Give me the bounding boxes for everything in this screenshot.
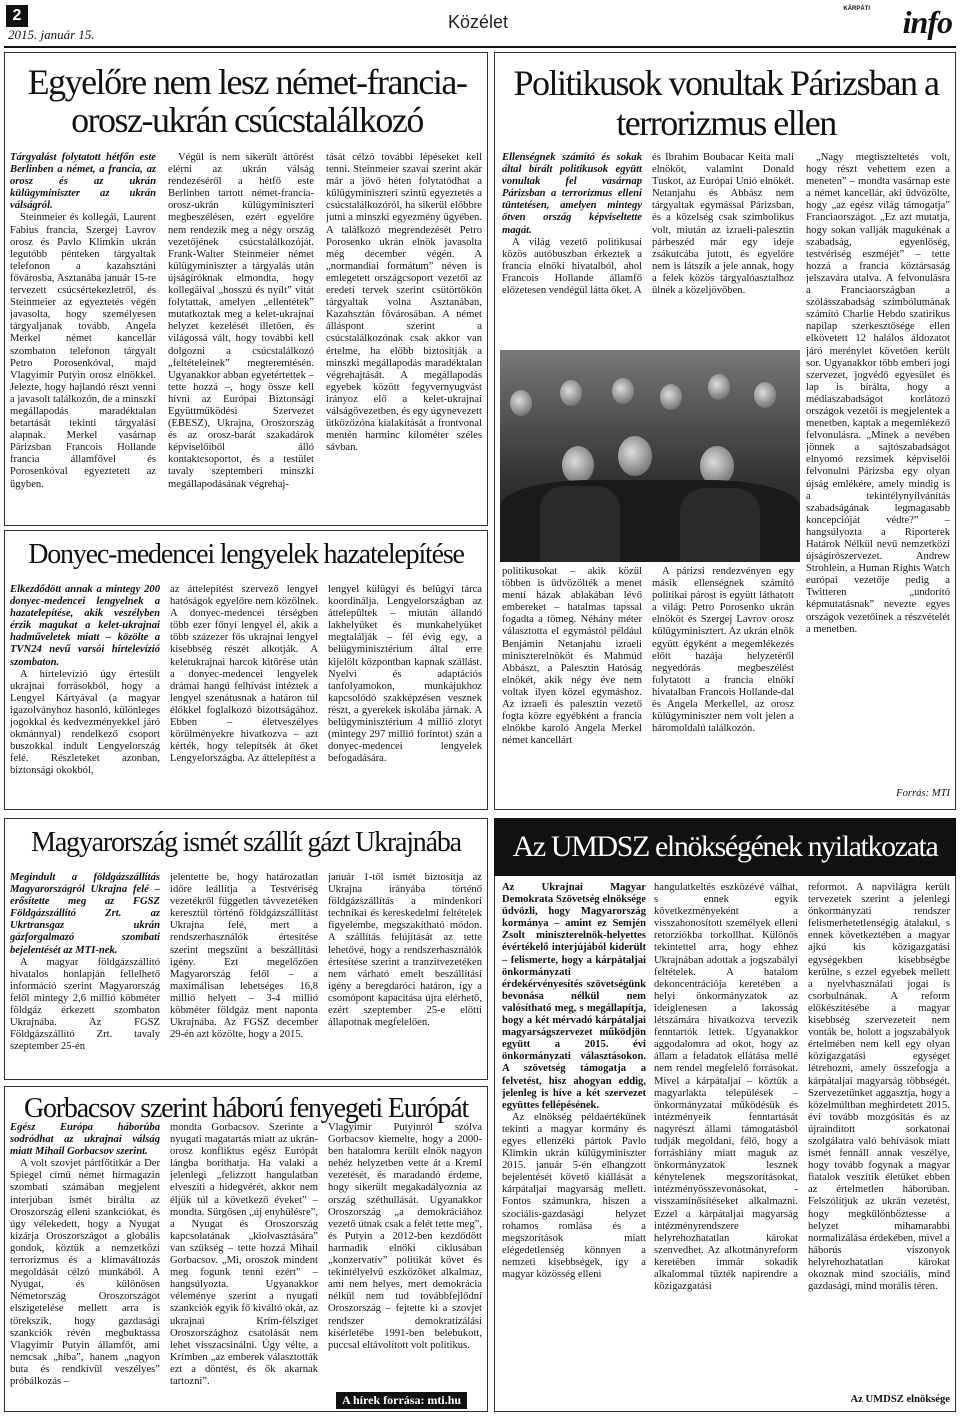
article-3-title: Donyec-medencei lengyelek hazatelepítése — [28, 539, 464, 570]
article-5-text-2: mondta Gorbacsov. Szerinte a nyugati magatartás miatt az ukrán-orosz konfliktus egész Európát lángba boríthatja. Ha valaki a jelenlegi „felizzott hangulatban elveszíti a hidegvérét, akkor nem éljük túl a következő éveket” – mondta. Sürgősen „új enyhülésre”, a Nyugat és Oroszország kapcsolatának „kiolvasztására” van szükség – tette hozzá Mihail Gorbacsov. „Mi, oroszok mindent meg fogunk tenni ezért” – hangsúlyozta. Ugyanakkor véleménye szerint a nyugati szankciók egyik fő kiváltó okát, az ukrajnai Krím-félsziget Oroszországhoz csatolását nem lehet visszacsinálni. Úgy vélte, a Krímben „az emberek választották ezt a döntést, és ők akarnak tartozni”. — [170, 1122, 318, 1387]
article-3-col3 — [328, 584, 482, 804]
article-1-text-3: tását célzó további lépéseket kell tenni. Steinmeier szavai szerint akár már a jövő héten folytatódhat a külügyminiszteri szintű egyeztetés a csúcstalálkozóról, ha sikerül előbbre jutni a minszki egyezmény ügyében. A találkozó megrendezését Petro Porosenko ukrán elnök javasolta még december végén. A „normandiai formátum” néven is emlegetett országcsoport vezetői az eredeti tervek szerint csütörtökön tárgyaltak volna Asztanában, Kazahsztán fővárosában. A német álláspont szerint a csúcstalálkozónak csak akkor van értelme, ha előbb biztosítják a minszki megállapodás maradéktalan végrehajtását. A megállapodás egyebek között fegyvernyugvást irányoz elő a kelet-ukrajnai válságövezetben, és egy úgynevezett ütközőzóna kialakítását a frontvonal mentén harminc kilométer széles sávban. — [326, 152, 482, 454]
article-5-col3 — [328, 1122, 482, 1388]
article-4-col2 — [170, 872, 318, 1074]
issue-date: 2015. január 15. — [8, 27, 95, 42]
article-6-col2 — [654, 882, 798, 1408]
article-4-text-3: január 1-től ismét biztosítja az Ukrajna irányába történő földgázszállítás a mindenkori technikai és kereskedelmi feltételek figyelembe, megszakítható módon. A szállítás felújítását az tette lehetővé, hogy a rendszerhasználók értesítése szerint a tranzitvezetéken nem várható emelt beszállítási igény a beregdaróci határon, így a csomópont kapacitása újra elérhető, ezért szeptember 25-e előtti állapotnak megfelelően. — [328, 872, 482, 1029]
article-2-text-1b: politikusokat – akik közül többen is üdvözölték a menet mentí házak ablakában lévő embereket – hatalmas tapssal fogadta a tömeg. Néhány méter választotta el egymástól például Benjámin Netanjahu izraeli miniszterelnököt és Mahmúd Abbászt, a Palesztin Hatóság elnökét, akik négy éve nem voltak ilyen közel egymáshoz. Az izraeli és palesztin vezető fogta közre egyébként a francia elnökbe karoló Angela Merkel német kancellárt — [502, 566, 642, 747]
article-3-col1 — [10, 584, 160, 804]
article-1-lead: Tárgyalást folytatott hétfőn este Berlinben a német, a francia, az orosz és az ukrán külügyminiszter az ukrán válságról. — [10, 152, 156, 212]
article-2-title: Politikusok vonultak Párizsban a terrorizmus ellen — [513, 63, 939, 143]
article-6-signature: Az UMDSZ elnöksége — [850, 1394, 950, 1405]
article-2-col2b — [652, 566, 794, 802]
article-5-lead: Egész Európa háborúba sodródhat az ukrajnai válság miatt Mihail Gorbacsov szerint. — [10, 1122, 160, 1158]
photo-crowd — [680, 488, 760, 562]
article-1-text-2: Végül is nem sikerült áttörést elérni az ukrán válság rendezéséről a hétfő este Berlinben tartott német-francia-orosz-ukrán külügyminiszteri megbeszélésen, ezért egyelőre nem rendezik meg a négy ország vezetőjének csúcstalálkozóját. Frank-Walter Steinmeier német külügyminiszter a tárgyalás után újságíróknak elmondta, hogy kollegáival „hosszú és nyílt” vitát folytattak, amelyen „ellentétek” mutatkoztak meg a kelet-ukrajnai helyzet kezelését illetően, és világossá vált, hogy további kell dolgozni a csúcstalálkozó „feltételeinek” megteremtésén. Ugyanakkor abban egyetértettek – tette hozzá –, hogy össze kell hívni az Európai Biztonsági Együttműködési Szervezet (EBESZ), Ukrajna, Oroszország és az orosz-barát szakadárok képviselőiből álló kontaktcsoportot, és a testület tavaly szeptemberi minszki megállapodásának végrehaj- — [168, 152, 314, 490]
header-rule — [4, 46, 956, 48]
article-4-text-2: jelentette be, hogy határozatlan időre leállítja a Testvériség vezetékről független távvezetéken keresztül történő földgázszállítást Ukrajna felé, mert a rendszerhasználók értesítése szerint megszűnt a beszállítási igény. Ezt megelőzően Magyarország felől – a maximálisan lehetséges 16,8 millió helyett – 3-4 millió köbméter földgáz ment naponta Ukrajnába. Az FGSZ december 29-én azt közölte, hogy a 2015. — [170, 872, 318, 1041]
article-2-col1b — [502, 566, 642, 802]
photo-figure — [618, 436, 652, 476]
article-5-col2 — [170, 1122, 318, 1408]
article-6-title: Az UMDSZ elnökségének nyilatkozata — [512, 830, 938, 863]
article-2-text-1a: A világ vezető politikusai közös autóbuszban érkeztek a francia elnöki hivatalból, ahol Francois Hollande államfő előzetesen vendégül látta őket. A — [502, 236, 642, 297]
article-2-text-2b: A párizsi rendezvényen egy másik ellenségnek számító politikai párost is együtt láthatott a világ: Petro Porosenko ukrán elnököt és Szergej Lavrov orosz külügyminisztert. Az ukrán elnök együtt égyként a megemlékezés előtt hazája helyzetéről negyedórás megbeszélést folytatott a francia elnöki hivatalban Francois Hollande-dal és Angela Merkellel, az orosz külügyminiszter nem volt jelen a háromoldalú találkozón. — [652, 566, 794, 735]
photo-figure — [612, 378, 634, 404]
article-2-col3 — [806, 152, 950, 786]
photo-figure — [560, 380, 582, 406]
article-6-text-3: reformot. A napvilágra került tervezetek szerint a jelenlegi önkormányzati rendszer felismerhetetlenségig átalakul, s ennek következtében a magyar ajkú kis közigazgatási egységekben kisebbségbe kerülne, s ezzel egyebek mellett a nyelvhasználati jogai is csorbulnának. A reform előkészítésébe a magyar kisebbség szervezeteit nem vonták be, holott a jogszabályok értelmében nem kell egy olyan közigazgatási egységet létrehozni, amely összefogja a kárpátaljai magyarság többségét. Szervezetünket aggasztja, hogy a közelmúltban meghirdetett 2015. évi tovább mozgósítás és az újraindított sorkatonai szolgálatra való behívások miatt ismét fennáll annak veszélye, hogy tovább fogynak a magyar fiatalok veszítik életüket ebben az értelmetlen háborúban. Felszólítjuk az ukrán vezetést, hogy megkülönböztesse a helyzet mihamarabbi normalizálása érdekében, mivel a háborús viszonyok helyrehozhatatlan károkat okoznak mind szociális, mind gazdasági, mind morális téren. — [808, 882, 950, 1293]
article-2-source: Forrás: MTI — [896, 788, 950, 799]
photo-figure — [708, 374, 730, 400]
article-2-lead: Ellenségnek számító és sokak által bírált politikusok együtt vonultak fel vasárnap Párizsban a terrorizmus elleni tüntetésen, amelyen mintegy ötven ország képviseltette magát. — [502, 152, 642, 236]
article-2-col1a — [502, 152, 642, 346]
photo-figure — [562, 446, 594, 484]
article-1-col1 — [10, 152, 156, 520]
article-3-text-3: lengyel külügyi és belügyi tárca koordinálja. Lengyelországban az áttelepültek – miután állandó lakhelyüket és munkahelyüket megtalálják – fél évig egy, a belügyminisztérium által erre kijelölt központban kapnak szállást. Nyelvi és adaptációs tanfolyamokon, munkájukhoz kapcsolódó szakképzésen vesznek részt, a gyerekek iskolába járnak. A belügyminisztérium 4 millió zlotyt (mintegy 297 millió forintot) szán a donyec-medencei lengyelek befogadására. — [328, 584, 482, 765]
article-2-text-3: „Nagy megtiszteltetés volt, hogy részt vehettem ezen a meneten” – mondta vasárnap este a német kancellár, aki üdvözölte, hogy „az egész világ támogatja” Franciaországot. „Ez azt mutatja, hogy sokan vallják magukénak a szabadság, egyenlőség, testvériség eszméjét” – tette hozzá a francia köztársaság jelszavára utalva. A felvonulásra a Franciaországban a szólásszabadság szimbólumának számító Charlie Hebdo szatirikus napilap szerkesztősége ellen elkövetett 12 halálos áldozatot járó merénylet követően került sor. Ugyanakkor több emberi jogi szervezet, jogvédő egyesület és lap is bírálta, hogy a médiaszabadságot korlátozó országok vezetői is megjelentek a menetben, kaptak a megemlékező felvonulásra. „Minek a nevében jönnek a sajtószabadságot elnyomó rezsimek képviselői felvonulni Párizsba egy olyan újság emlékére, amely mindig is a tekintélynyilvánítás szabadságának legmagasabb koncepcióját védte?” – hangsúlyozta a Riporterek Határok Nélkül nevű nemzetközi újságírószervezet. Andrew Strohlein, a Human Rights Watch európai vezetője pedig a Twitteren „undorító képmutatásnak” nevezte egyes országok vezetőinek a részvételét a menetben. — [806, 152, 950, 635]
article-6-text-2: hangulatkeltés eszközévé válhat, s ennek egyik következményeként a visszahonosított személyek elleni retorziókba torkollhat. Különös tekintettel arra, hogy ehhez Ukrajnában adottak a jogszabályi feltételek. A hatalom dekoncentrációja keretében a helyi önkormányzatok az ideiglenesen a lakosság létszámára hivatkozva tervezik fenntartók lettek. Ugyanakkor aggodalomra ad okot, hogy az állam a feladatok ellátása mellé nem rendel megfelelő forrásokat. Mivel a kárpátaljai – köztük a magyarlakta települések – önkormányzatai működésük és intézményeik fenntartását nagyrészt állami támogatásból tudják megoldani, félő, hogy a forráshiány miatt maguk az önkormányzatok lesznek kénytelenek megszorításokat, intézményösszevonásokat, -visszaminősítéseket alkalmazni. Ezzel a kárpátaljai magyarság intézményrendszere helyrehozhatatlan károkat szenvedhet. Az alkotmányreform keretében immár sokadik alkalommal tűzték napirendre a közigazgatási — [654, 882, 798, 1293]
article-3-lead: Elkezdődött annak a mintegy 200 donyec-medencei lengyelnek a hazatelepítése, akik veszélyben érzik magukat a kelet-ukrajnai hadműveletek miatt – közölte a TVN24 nevű varsói hírtelevízió szombaton. — [10, 584, 160, 668]
article-1-col3 — [326, 152, 482, 520]
article-6-title-banner — [494, 818, 956, 876]
article-6-col3 — [808, 882, 950, 1392]
article-2-col2a — [652, 152, 794, 346]
logo-prefix: KÁRPÁTI — [843, 6, 870, 12]
article-2-text-2a: és Ibrahim Boubacar Keita mali elnököt, valamint Donald Tuskot, az Európai Unió elnökét. Netanjahu és Abbász nem tárgyaltak egymással Párizsban, és a közelség csak szimbolikus volt, miután az izraeli-palesztin párbeszéd már egy ideje zsákutcába jutott, és egyelőre nem is látszik a jele annak, hogy a felek közös tárgyalóasztalhoz ülnek a közeljövőben. — [652, 152, 794, 297]
article-6-text-1: Az elnökség példaértékűnek tekinti a magyar kormány és egyes ellenzéki pártok Pavlo Klimkin ukrán külügyminiszter 2015. január 5-én elhangzott bejelentését követő kiállását a kárpátaljai magyarság mellett. Fontos számunkra, hiszen a szociális-gazdasági helyzet rohamos romlása és a megszorítások miatt elégedetlenség könnyen a nemzeti kisebbségek, így a magyar közösség elleni — [502, 1111, 646, 1280]
photo-figure — [660, 384, 682, 410]
article-4-lead: Megindult a földgázszállítás Magyarországról Ukrajna felé – erősítette meg az FGSZ Földgázszállító Zrt. az Ukrtransgaz ukrán gázforgalmazó szombati bejelentését az MTI-nek. — [10, 872, 160, 956]
article-6-col1 — [502, 882, 646, 1408]
article-5-title: Gorbacsov szerint háború fenyegeti Európát — [23, 1093, 469, 1124]
section-title: Közélet — [448, 12, 509, 32]
article-5-col1 — [10, 1122, 160, 1408]
page-number: 2 — [6, 5, 28, 27]
article-6-lead: Az Ukrajnai Magyar Demokrata Szövetség elnöksége üdvözli, hogy Magyarország kormánya – amint ez Semjén Zsolt miniszterelnök-helyettes évértékelő interjújából kiderült – felismerte, hogy a kárpátaljai önkormányzati érdekérvényesítés szövetségünk bevonása nélkül nem valósítható meg, s megállapítja, hogy a két mérvadó kárpátaljai magyarságszervezet működjön együtt a 2015. évi önkormányzati választásokon. A szövetség támogatja a felvetést, hisz ahogyan eddig, jelenleg is híve a két szervezet együttes fellépésének. — [502, 882, 646, 1111]
article-4-text-1: A magyar földgázszállító hivatalos honlapján fellelhető információ szerint Magyarország felől mintegy 2,6 millió köbméter földgáz érkezett szombaton Ukrajnába. Az FGSZ Földgázszállító Zrt. tavaly szeptember 25-én — [10, 956, 160, 1053]
article-1-title: Egyelőre nem lesz német-francia-orosz-ukrán csúcstalálkozó — [27, 62, 467, 140]
article-1-text-1: Steinmeier és kollegái, Laurent Fabius francia, Szergej Lavrov orosz és Pavlo Klimkin ukrán legutóbb pénteken tárgyaltak telefonon a kazahsztáni fővárosba, Asztanába január 15-re tervezett csúcsértekezletről, és Steinmeier az egyeztetés végén javasolta, hogy személyesen tárgyaljanak tovább. Angela Merkel német kancellár szombaton telefonon tárgyalt Petro Porosenkóval, majd Vlagyimir Putyin orosz elnökkel. Jelezte, hogy hajlandó részt venni a javasolt találkozón, de a minszki megállapodás maradéktalan betartását tekinti tárgyalási alapnak. Merkel vasárnap Párizsban Francois Hollande francia államfővel és Porosenkóval egyeztetett az ügyben. — [10, 212, 156, 490]
logo: info — [902, 4, 952, 40]
photo-crowd — [540, 486, 620, 562]
article-4-col1 — [10, 872, 160, 1074]
photo-figure — [510, 390, 532, 416]
article-5-text-1: A volt szovjet pártfőtitkár a Der Spiegel című német hírmagazin szombati számában megjelent interjúban ismét bírálta az Oroszország elleni szankciókat, és úgy vélekedett, hogy a Nyugat kizárja Oroszországot a globális gondok, köztük a nemzetközi terrorizmus és a klímaváltozás megoldását célzó munkából. A Nyugat, és különösen Németország Oroszországot elszigetelése mellett arra is törekszik, hogy gazdasági szankciók révén megbuktassa Vlagyimir Putyin államfőt, ami nemcsak „hiba”, hanem „nagyon buta és rendkívül veszélyes” próbálkozás – — [10, 1158, 160, 1387]
photo-figure — [754, 382, 776, 408]
article-3-col2 — [170, 584, 318, 804]
article-1-col2 — [168, 152, 314, 520]
article-5-text-3: Vlagyimir Putyinról szólva Gorbacsov kiemelte, hogy a 2000-ben hatalomra került elnök nagyon nehéz helyzetben vette át a Kreml vezetését, és maradandó érdeme, hogy sikerült megakadályoznia az ország széthullását. Ugyanakkor Oroszország „a demokráciához vezető útnak csak a felét tette meg”, és Putyin a 2012-ben kezdődött harmadik elnöki ciklusában „konzervatív” politikát követ és tekintélyelvű eszközöket alkalmaz, ami nem helyes, mert demokrácia nélkül nem tud továbbfejlődni Oroszország – fejtette ki a szovjet rendszer demokratizálási kísérletébe 1991-ben belebukott, puccsal eltávolított volt politikus. — [328, 1122, 482, 1351]
article-3-text-1: A hírtelevízió úgy értesült ukrajnai forrásokból, hogy a Lengyel Kártyával (a magyar igazolványhoz hasonló, különleges jogokkal és kedvezményekkel járó okmánnyal) rendelkező csoport buszokkal indult Lengyelország felé. Részleteket azonban, biztonsági okokból, — [10, 668, 160, 777]
news-source: A hírek forrása: mti.hu — [336, 1392, 467, 1409]
article-4-title: Magyarország ismét szállít gázt Ukrajnába — [31, 827, 461, 858]
march-photo — [500, 350, 800, 562]
article-3-text-2: az áttelepítést szervező lengyel hatóságok egyelőre nem közölnek. A donyec-medencei térségben több ezer főnyi lengyel él, akik a több százezer fős ukrajnai lengyel kisebbség részét alkotják. A keletukrajnai harcok kitörése után a donyec-medencei lengyelek drámai hangú felhívást intéztek a lengyel szenátusnak a határon túl élőkkel foglalkozó bizottságához. Ebben – életveszélyes körülményekre hivatkozva – azt kérték, hogy telepítsék át őket Lengyelországba. Az áttelepítést a — [170, 584, 318, 765]
article-4-col3 — [328, 872, 482, 1074]
